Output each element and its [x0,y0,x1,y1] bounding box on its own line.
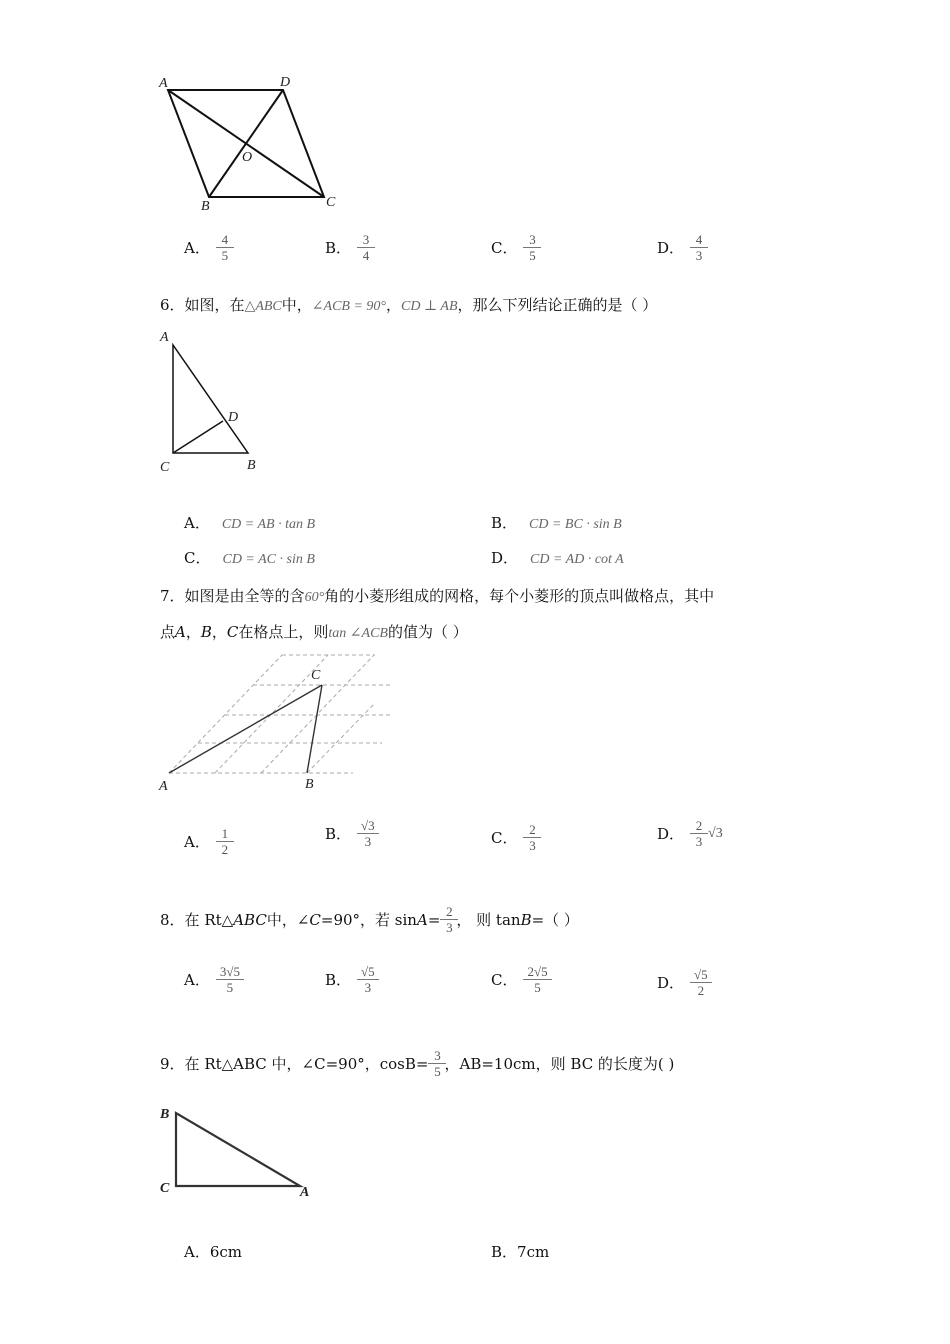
q6-stem: 6．如图，在△ABC中，∠ACB = 90°，CD ⊥ AB，那么下列结论正确的是（ ） [160,296,658,314]
q7-stem-line1: 7．如图是由全等的含60°角的小菱形组成的网格，每个小菱形的顶点叫做格点，其中 [160,587,715,605]
label-a: A [159,76,168,91]
q6-option-d[interactable]: D． CD = AD · cot A [491,549,624,567]
label-b: B [160,1107,170,1122]
altitude-cd [173,421,223,453]
q8-option-d[interactable]: D． $\frac{√5}{2}$ [657,967,710,998]
triangle-bca [176,1113,300,1186]
label-b: B [247,458,256,473]
label-a: A [159,779,168,794]
label-c: C [326,195,336,210]
q8-stem: 8． 在 Rt△ ABC 中，∠ C =90°，若 sin A = $\frac{2}{3}$ ， 则 tan B =（ ） [160,904,579,935]
label-a: A [300,1185,310,1200]
q5-option-d[interactable]: D． $\frac{4}{3}$ [657,232,706,263]
label-b: B [305,777,314,792]
q6-option-b[interactable]: B． CD = BC · sin B [491,514,622,532]
q5-option-a[interactable]: A． $\frac{4}{5}$ [184,232,232,263]
triangle-acb [173,345,248,453]
q6-option-c[interactable]: C． CD = AC · sin B [184,549,315,567]
q9-option-b[interactable]: B．7cm [491,1243,550,1261]
label-b: B [201,199,210,214]
q7-option-b[interactable]: B． $\frac{√3}{3}$ [325,818,377,849]
q7-option-d[interactable]: D． $\frac{2}{3}$ √3 [657,818,723,849]
q5-figure-parallelogram [150,70,360,215]
label-d: D [280,75,291,90]
q5-option-c[interactable]: C． $\frac{3}{5}$ [491,232,539,263]
label-a: A [160,330,169,345]
q8-option-c[interactable]: C． $\frac{2√5}{5}$ [491,964,550,995]
label-c: C [160,460,170,475]
segment-ac [169,685,322,773]
label-c: C [160,1181,170,1196]
label-d: D [228,410,239,425]
q6-figure-right-triangle [150,325,270,480]
q9-stem: 9． 在 Rt△ABC 中，∠C=90°，cosB= $\frac{3}{5}$ ，AB=10cm，则 BC 的长度为( ) [160,1048,675,1079]
segment-cb [307,685,322,773]
q7-stem-line2: 点A，B，C在格点上，则tan ∠ACB的值为（ ） [160,623,468,641]
q8-option-b[interactable]: B． $\frac{√5}{3}$ [325,964,377,995]
grid-lines [169,655,390,773]
label-o: O [242,150,253,165]
q5-option-b[interactable]: B． $\frac{3}{4}$ [325,232,373,263]
q7-option-a[interactable]: A． $\frac{1}{2}$ [184,826,232,857]
q8-option-a[interactable]: A． $\frac{3√5}{5}$ [184,964,242,995]
q6-option-a[interactable]: A． CD = AB · tan B [184,514,316,532]
q9-figure-right-triangle [150,1098,330,1208]
q7-figure-rhombus-grid [150,645,390,795]
label-c: C [311,668,321,683]
q9-option-a[interactable]: A．6cm [184,1243,243,1261]
q7-option-c[interactable]: C． $\frac{2}{3}$ [491,822,539,853]
diagonal-bd [209,90,283,197]
